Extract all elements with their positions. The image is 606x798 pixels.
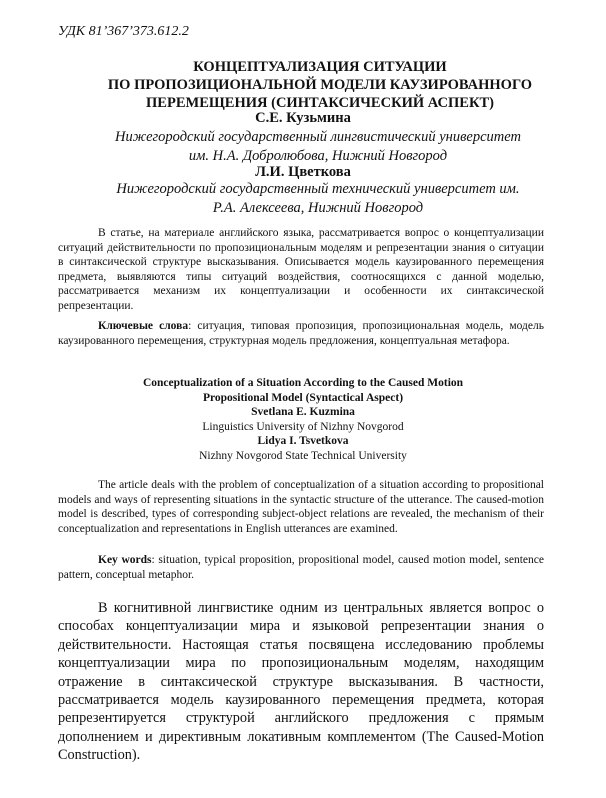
ru-affiliation-1-line: им. Н.А. Добролюбова, Нижний Новгород [188,148,448,164]
ru-author-2: Л.И. Цветкова [255,164,351,180]
en-keywords [58,553,544,582]
ru-title-line: ПЕРЕМЕЩЕНИЯ (СИНТАКСИЧЕСКИЙ АСПЕКТ) [146,95,494,111]
ru-affiliation-2-line: Нижегородский государственный технический университет им. [116,181,520,197]
en-affiliation-1: Linguistics University of Nizhny Novgorod [202,420,404,433]
ru-keywords-label: Ключевые слова [98,320,189,332]
en-keywords-label: Key words [98,554,152,566]
ru-author-1: С.Е. Кузьмина [255,110,351,126]
ru-affiliation-2 [98,180,538,218]
ru-affiliation-1-line: Нижегородский государственный лингвистический университет [115,129,521,145]
ru-keywords-list: : ситуация, типовая пропозиция, пропозициональная модель, модель каузированного перемещения, структурная модель предложения, концептуальная метафора. [58,320,544,347]
udk-code: УДК 81’367’373.612.2 [58,24,189,39]
en-author-2: Lidya I. Tsvetkova [257,435,349,447]
ru-title [90,58,550,112]
en-header [0,376,606,463]
en-affiliation-2: Nizhny Novgorod State Technical University [199,449,407,462]
ru-title-line: ПО ПРОПОЗИЦИОНАЛЬНОЙ МОДЕЛИ КАУЗИРОВАННОГО [107,77,533,93]
en-author-1: Svetlana E. Kuzmina [251,406,355,418]
en-title-line: Conceptualization of a Situation According to the Caused Motion [142,377,464,389]
en-keywords-list: : situation, typical proposition, propositional model, caused motion model, sentence pattern, conceptual metaphor. [58,554,544,581]
en-title-line: Propositional Model (Syntactical Aspect) [202,391,404,404]
en-abstract: The article deals with the problem of conceptualization of a situation according to propositional models and ways of representing situations in the syntactic structure of the utterance. The caused-motion model is described, types of corresponding subject-object relations are revealed, the mechanism of their conceptualization and representations in English utterances are examined. [58,479,544,535]
body-paragraph: В когнитивной лингвистике одним из центральных является вопрос о способах концептуализации мира и языковой репрезентации знания о действительности. Настоящая статья посвящена исследованию проблемы концептуализации мира по пропозициональным моделям, находящим отражение в синтаксической структуре высказывания. В частности, рассматривается модель каузированного перемещения предмета, которая репрезентируется структурой английского предложения с прямым дополнением и директивным локативным комплементом (The Caused-Motion Construction). [58,600,544,764]
ru-affiliation-2-line: Р.А. Алексеева, Нижний Новгород [212,200,424,216]
ru-abstract: В статье, на материале английского языка, рассматривается вопрос о концептуализации ситуаций действительности по пропозициональным моделям и репрезентации знания о ситуации в синтаксической структуре высказывания. Описывается модель каузированного перемещения предмета, выявляются типы ситуаций воздействия, соотносящихся с данной моделью, рассматривается механизм их концептуализации и особенности их синтаксической репрезентации. [58,227,544,312]
ru-title-line: КОНЦЕПТУАЛИЗАЦИЯ СИТУАЦИИ [193,59,447,75]
ru-keywords [58,319,544,348]
ru-affiliation-1 [98,128,538,166]
